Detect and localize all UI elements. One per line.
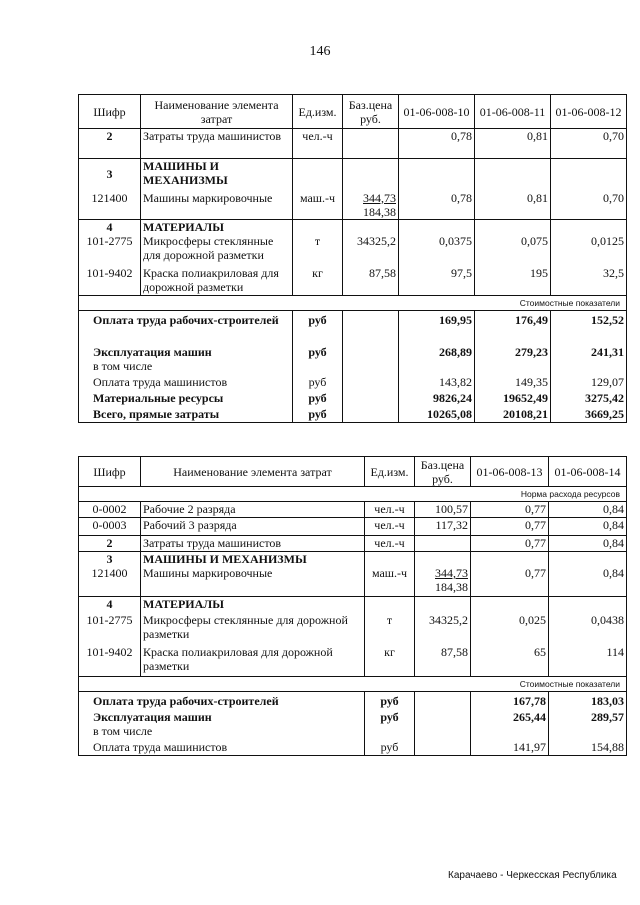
row-code: 3 [79,552,141,567]
row-value-2: 0,81 [475,129,551,159]
row-name: Затраты труда машинистов [141,129,293,159]
row-value-1: 0,0375 [399,234,475,266]
header-col-13: 01-06-008-13 [471,457,549,487]
cost-value-1: 143,82 [399,373,475,391]
cost-label: Оплата труда рабочих-строителей [79,311,293,341]
row-unit: чел.-ч [365,536,415,552]
cost-value-3: 3275,42 [551,391,627,407]
cost-label: Оплата труда машинистов [79,373,293,391]
cost-value-3: 129,07 [551,373,627,391]
cost-value-3: 3669,25 [551,407,627,423]
row-code: 2 [79,536,141,552]
row-base-price [343,129,399,159]
row-value-2: 0,84 [549,518,627,536]
row-value-2: 0,84 [549,502,627,518]
cost-unit: руб [365,710,415,740]
cost-label: Эксплуатация машин [93,709,212,724]
row-name: Микросферы стеклянные для дорожной разметки [141,611,365,645]
cost-row [79,740,627,756]
row-value-3: 0,0125 [551,234,627,266]
header-name: Наименование элемента затрат [141,457,365,487]
row-code: 2 [79,129,141,159]
row-code: 121400 [79,191,141,220]
row-unit: маш.-ч [293,191,343,220]
header-code: Шифр [79,95,141,129]
row-name: Микросферы стеклянные для дорожной разметки [141,234,293,266]
header-name: Наименование элемента затрат [141,95,293,129]
row-value-1: 0,77 [471,536,549,552]
cost-row [79,311,627,341]
cost-value-1: 10265,08 [399,407,475,423]
row-base-price: 87,58 [343,266,399,296]
header-col-10: 01-06-008-10 [399,95,475,129]
row-base-price: 117,32 [415,518,471,536]
cost-value-1: 268,89 [399,341,475,373]
table-row [79,611,627,645]
section-row [79,219,627,234]
row-code: 4 [79,596,141,611]
header-code: Шифр [79,457,141,487]
cost-row [79,373,627,391]
table-row [79,266,627,296]
table-row [79,129,627,159]
cost-value-3: 152,52 [551,311,627,341]
row-name: Машины маркировочные [141,566,365,596]
resource-table-1 [78,94,627,423]
header-col-14: 01-06-008-14 [549,457,627,487]
resource-norm-note: Норма расхода ресурсов [79,487,627,502]
cost-label: Оплата труда машинистов [79,740,365,756]
header-col-12: 01-06-008-12 [551,95,627,129]
cost-label: Оплата труда рабочих-строителей [79,692,365,710]
row-name: Краска полиакриловая для дорожной разметки [141,266,293,296]
row-base-price: 34325,2 [415,611,471,645]
cost-unit: руб [365,740,415,756]
cost-label: Всего, прямые затраты [79,407,293,423]
cost-row [79,710,627,740]
cost-sublabel: в том числе [93,358,153,373]
cost-unit: руб [293,391,343,407]
row-value-1: 0,78 [399,191,475,220]
table-row [79,234,627,266]
cost-unit: руб [365,692,415,710]
cost-value-2: 279,23 [475,341,551,373]
cost-row [79,341,627,373]
row-unit: маш.-ч [365,566,415,596]
cost-indicators-note: Стоимостные показатели [79,296,627,311]
cost-indicators-note: Стоимостные показатели [79,677,627,692]
row-value-3: 32,5 [551,266,627,296]
row-value-3: 0,70 [551,191,627,220]
row-value-2: 114 [549,645,627,677]
row-unit: кг [293,266,343,296]
section-title: МАШИНЫ И МЕХАНИЗМЫ [141,159,293,191]
section-title: МАТЕРИАЛЫ [141,596,365,611]
cost-value-2: 176,49 [475,311,551,341]
table-row [79,536,627,552]
row-code: 121400 [79,566,141,596]
header-col-11: 01-06-008-11 [475,95,551,129]
row-code: 4 [79,219,141,234]
row-code: 101-9402 [79,266,141,296]
row-name: Затраты труда машинистов [141,536,365,552]
row-value-2: 0,84 [549,536,627,552]
row-base-price-secondary: 184,38 [363,204,396,219]
row-value-2: 0,075 [475,234,551,266]
header-unit: Ед.изм. [365,457,415,487]
row-value-2: 0,84 [549,566,627,596]
row-code: 101-9402 [79,645,141,677]
cost-unit: руб [293,311,343,341]
table-row [79,566,627,596]
row-base-price: 100,57 [415,502,471,518]
section-row [79,159,627,191]
row-name: Машины маркировочные [141,191,293,220]
row-value-1: 65 [471,645,549,677]
row-unit: т [365,611,415,645]
page-number: 146 [309,44,331,59]
cost-row [79,692,627,710]
cost-row [79,407,627,423]
row-unit: т [293,234,343,266]
row-unit: чел.-ч [365,518,415,536]
row-unit: чел.-ч [293,129,343,159]
table-row [79,645,627,677]
cost-value-3: 241,31 [551,341,627,373]
cost-value-2: 289,57 [549,710,627,740]
row-value-1: 0,025 [471,611,549,645]
row-code: 0-0002 [79,502,141,518]
cost-sublabel: в том числе [93,723,153,738]
table-row [79,502,627,518]
row-base-price: 87,58 [415,645,471,677]
section-row [79,552,627,567]
row-base-price: 34325,2 [343,234,399,266]
cost-value-1: 167,78 [471,692,549,710]
row-code: 101-2775 [79,234,141,266]
row-base-price: 344,73 [435,566,468,580]
cost-value-1: 265,44 [471,710,549,740]
row-base-price-secondary: 184,38 [435,580,468,594]
cost-unit: руб [293,373,343,391]
cost-value-2: 20108,21 [475,407,551,423]
row-value-1: 97,5 [399,266,475,296]
section-row [79,596,627,611]
cost-value-2: 149,35 [475,373,551,391]
row-unit: кг [365,645,415,677]
cost-unit: руб [293,341,343,373]
row-value-1: 0,77 [471,566,549,596]
row-value-1: 0,78 [399,129,475,159]
table-row [79,191,627,220]
table-row [79,518,627,536]
row-base-price [415,536,471,552]
row-name: Краска полиакриловая для дорожной разметки [141,645,365,677]
cost-label: Материальные ресурсы [79,391,293,407]
footer-region: Карачаево - Черкесская Республика [448,870,617,881]
row-code: 0-0003 [79,518,141,536]
header-unit: Ед.изм. [293,95,343,129]
row-code: 101-2775 [79,611,141,645]
header-base-price: Баз.цена руб. [415,457,471,487]
cost-row [79,391,627,407]
row-value-1: 0,77 [471,502,549,518]
section-title: МАТЕРИАЛЫ [141,219,293,234]
cost-value-1: 169,95 [399,311,475,341]
cost-value-2: 183,03 [549,692,627,710]
header-base-price: Баз.цена руб. [343,95,399,129]
row-value-2: 195 [475,266,551,296]
row-base-price: 344,73 [363,190,396,205]
row-value-2: 0,0438 [549,611,627,645]
row-value-2: 0,81 [475,191,551,220]
row-value-1: 0,77 [471,518,549,536]
cost-value-1: 141,97 [471,740,549,756]
cost-value-1: 9826,24 [399,391,475,407]
row-name: Рабочий 3 разряда [141,518,365,536]
row-code: 3 [79,159,141,191]
cost-value-2: 19652,49 [475,391,551,407]
row-name: Рабочие 2 разряда [141,502,365,518]
resource-table-2 [78,456,627,756]
cost-unit: руб [293,407,343,423]
cost-label: Эксплуатация машин [93,344,212,359]
row-unit: чел.-ч [365,502,415,518]
section-title: МАШИНЫ И МЕХАНИЗМЫ [141,552,365,567]
cost-value-2: 154,88 [549,740,627,756]
row-value-3: 0,70 [551,129,627,159]
